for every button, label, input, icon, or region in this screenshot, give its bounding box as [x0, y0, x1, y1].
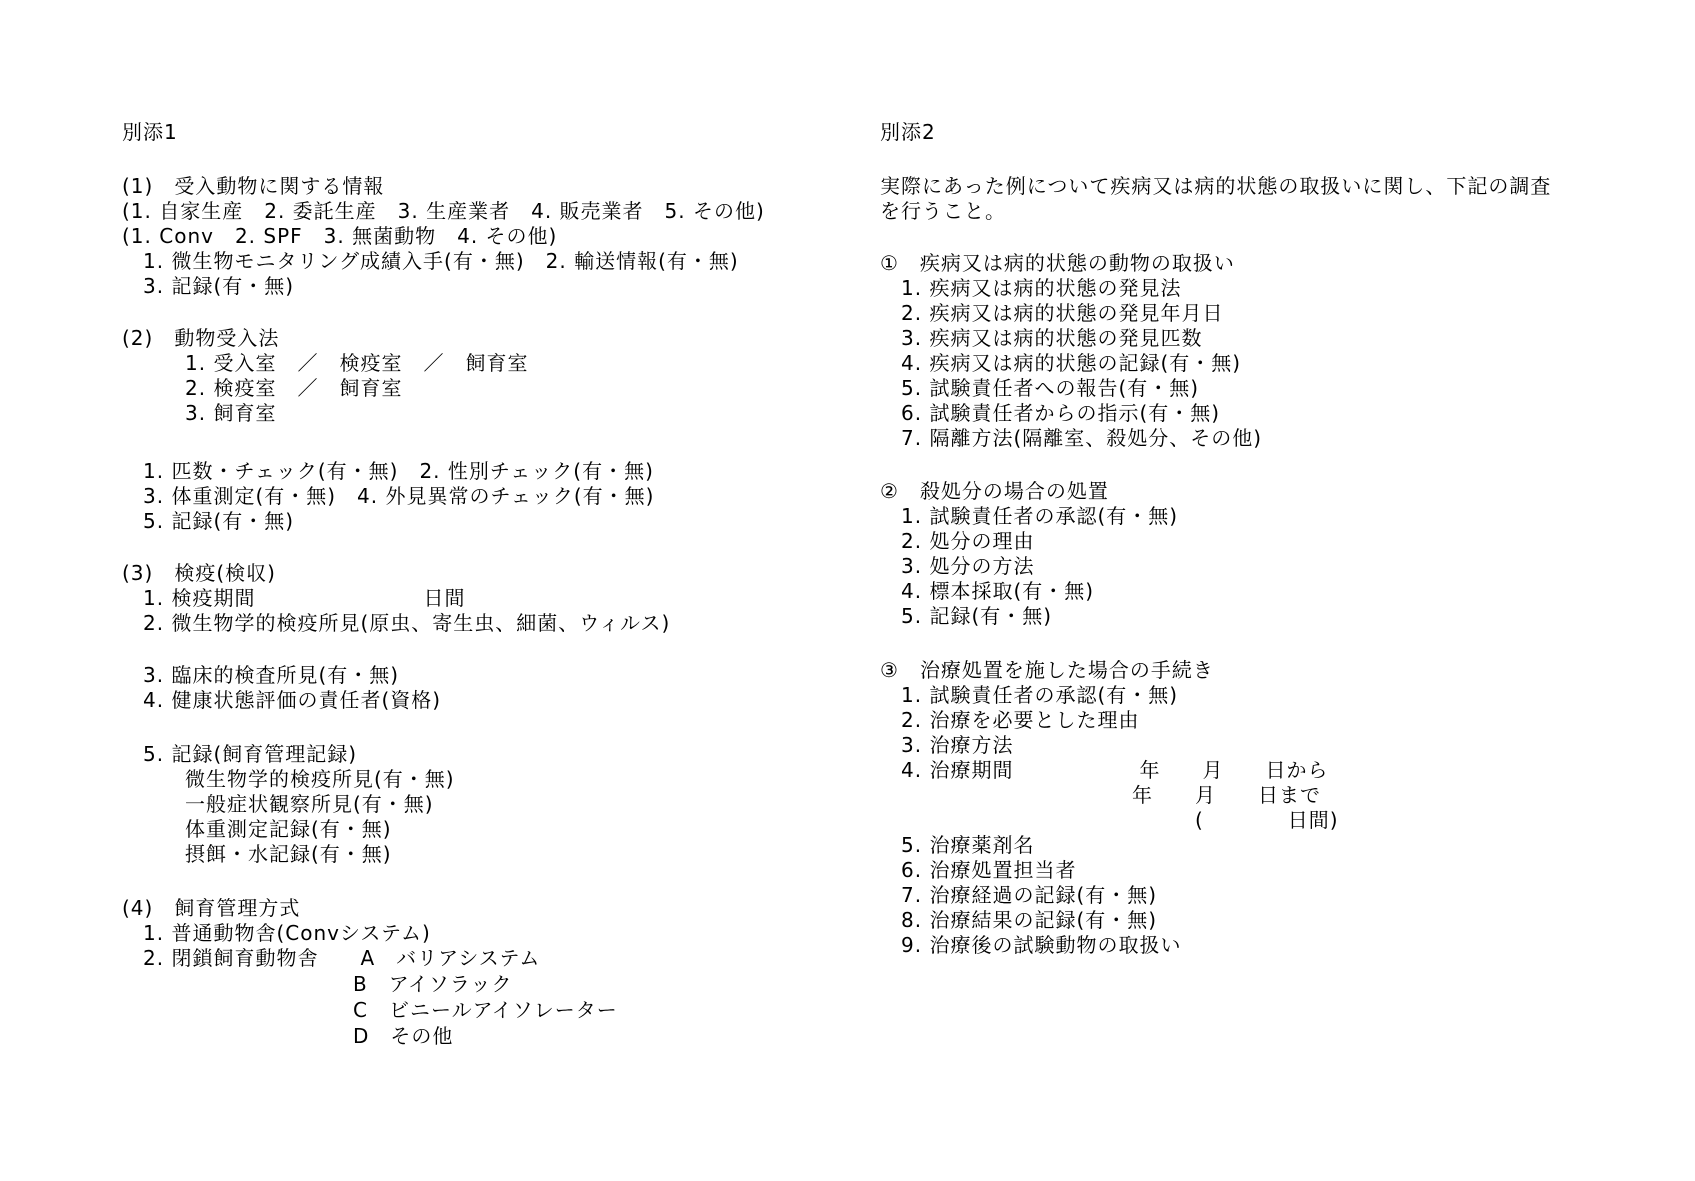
list-item: 1. 微生物モニタリング成績入手(有・無) 2. 輸送情報(有・無) — [122, 249, 739, 273]
list-item: 5. 記録(飼育管理記録) — [122, 742, 358, 766]
list-item: 体重測定記録(有・無) — [122, 817, 392, 841]
list-item: 5. 記録(有・無) — [880, 604, 1053, 628]
list-item: 1. 受入室 ／ 検疫室 ／ 飼育室 — [122, 351, 529, 375]
list-item: 1. 試験責任者の承認(有・無) — [880, 683, 1179, 707]
grade-options: (1. Conv 2. SPF 3. 無菌動物 4. その他) — [122, 224, 558, 248]
list-item: 6. 治療処置担当者 — [880, 858, 1077, 882]
section-1-heading: ① 疾病又は病的状態の動物の取扱い — [880, 251, 1235, 275]
list-item: 3. 治療方法 — [880, 733, 1014, 757]
list-item: 5. 試験責任者への報告(有・無) — [880, 376, 1200, 400]
section-2-heading: ② 殺処分の場合の処置 — [880, 479, 1109, 503]
list-item: 8. 治療結果の記録(有・無) — [880, 908, 1158, 932]
list-item: C ビニールアイソレーター — [122, 998, 618, 1022]
intro-text: 実際にあった例について疾病又は病的状態の取扱いに関し、下記の調査 — [880, 174, 1552, 198]
section-4-heading: (4) 飼育管理方式 — [122, 896, 301, 920]
list-item: 微生物学的検疫所見(有・無) — [122, 767, 455, 791]
section-3-heading: ③ 治療処置を施した場合の手続き — [880, 658, 1214, 682]
list-item: 摂餌・水記録(有・無) — [122, 842, 392, 866]
list-item: 9. 治療後の試験動物の取扱い — [880, 933, 1182, 957]
list-item: 5. 治療薬剤名 — [880, 833, 1035, 857]
list-item: 2. 検疫室 ／ 飼育室 — [122, 376, 403, 400]
list-item: 6. 試験責任者からの指示(有・無) — [880, 401, 1221, 425]
list-item: 3. 体重測定(有・無) 4. 外見異常のチェック(有・無) — [122, 484, 655, 508]
list-item: 7. 隔離方法(隔離室、殺処分、その他) — [880, 426, 1263, 450]
list-item: 2. 治療を必要とした理由 — [880, 708, 1140, 732]
source-options: (1. 自家生産 2. 委託生産 3. 生産業者 4. 販売業者 5. その他) — [122, 199, 765, 223]
list-item: 4. 健康状態評価の責任者(資格) — [122, 688, 442, 712]
list-item: 3. 処分の方法 — [880, 554, 1035, 578]
attachment-1-title: 別添1 — [122, 120, 178, 144]
list-item: 3. 飼育室 — [122, 401, 277, 425]
list-item: 4. 治療期間 年 月 日から — [880, 758, 1329, 782]
attachment-2-title: 別添2 — [880, 120, 936, 144]
list-item: 3. 臨床的検査所見(有・無) — [122, 663, 400, 687]
section-1-heading: (1) 受入動物に関する情報 — [122, 174, 385, 198]
list-item: 2. 微生物学的検疫所見(原虫、寄生虫、細菌、ウィルス) — [122, 611, 671, 635]
list-item: 7. 治療経過の記録(有・無) — [880, 883, 1158, 907]
list-item: 4. 疾病又は病的状態の記録(有・無) — [880, 351, 1242, 375]
section-3-heading: (3) 検疫(検収) — [122, 561, 276, 585]
section-2-heading: (2) 動物受入法 — [122, 326, 280, 350]
list-item: 1. 疾病又は病的状態の発見法 — [880, 276, 1182, 300]
list-item: 3. 疾病又は病的状態の発見匹数 — [880, 326, 1203, 350]
list-item: 5. 記録(有・無) — [122, 509, 295, 533]
list-item: 年 月 日まで — [880, 783, 1321, 807]
list-item: 一般症状観察所見(有・無) — [122, 792, 434, 816]
list-item: B アイソラック — [122, 972, 513, 996]
list-item: 1. 普通動物舎(Convシステム) — [122, 921, 431, 945]
list-item: 1. 試験責任者の承認(有・無) — [880, 504, 1179, 528]
list-item: 2. 疾病又は病的状態の発見年月日 — [880, 301, 1224, 325]
list-item: 1. 検疫期間 日間 — [122, 586, 466, 610]
list-item: 1. 匹数・チェック(有・無) 2. 性別チェック(有・無) — [122, 459, 654, 483]
list-item: 2. 閉鎖飼育動物舎 A バリアシステム — [122, 946, 541, 970]
list-item: 3. 記録(有・無) — [122, 274, 295, 298]
list-item: 4. 標本採取(有・無) — [880, 579, 1095, 603]
list-item: D その他 — [122, 1024, 454, 1048]
list-item: ( 日間) — [880, 808, 1339, 832]
intro-text: を行うこと。 — [880, 199, 1006, 223]
list-item: 2. 処分の理由 — [880, 529, 1035, 553]
